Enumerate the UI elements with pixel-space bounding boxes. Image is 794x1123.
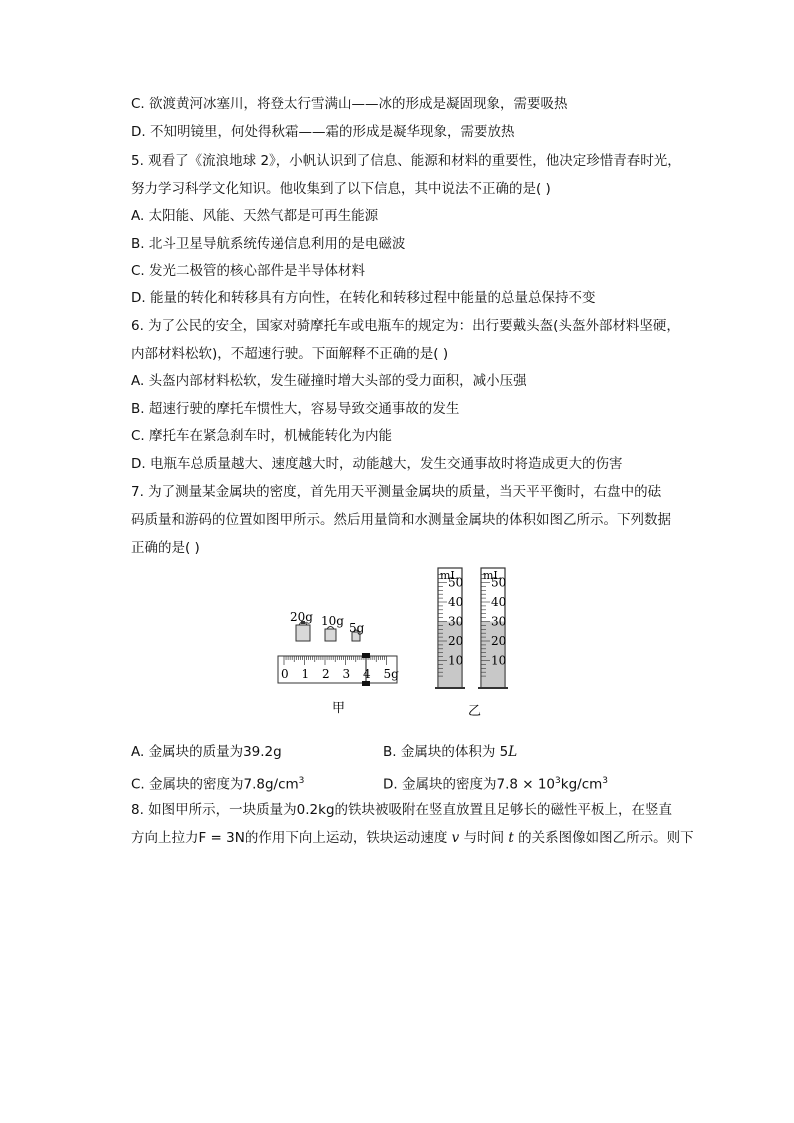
q6-option-d: D. 电瓶车总质量越大、速度越大时，动能越大，发生交通事故时将造成更大的伤害 xyxy=(131,456,623,472)
graduated-cylinder-2 xyxy=(478,568,508,688)
cylinder-tick-label: 10 xyxy=(448,653,464,668)
weight-label-10g: 10g xyxy=(321,614,344,628)
q7-stem-line1: 7. 为了测量某金属块的密度，首先用天平测量金属块的质量，当天平平衡时，右盘中的砝 xyxy=(131,484,662,500)
q5-option-c: C. 发光二极管的核心部件是半导体材料 xyxy=(131,263,366,279)
q8-stem-line1: 8. 如图甲所示，一块质量为0.2kg的铁块被吸附在竖直放置且足够长的磁性平板上，在竖直 xyxy=(131,802,673,818)
balance-and-cylinder-diagram xyxy=(270,560,530,725)
q4-option-d: D. 不知明镜里，何处得秋霜——霜的形成是凝华现象，需要放热 xyxy=(131,124,515,140)
q7-option-c: C. 金属块的密度为$7.8g/cm^3$ xyxy=(131,776,305,793)
q5-option-b: B. 北斗卫星导航系统传递信息利用的是电磁波 xyxy=(131,236,406,252)
graduated-cylinder-1 xyxy=(435,568,465,688)
q5-option-a: A. 太阳能、风能、天然气都是可再生能源 xyxy=(131,208,379,224)
weight-label-5g: 5g xyxy=(349,621,365,635)
cylinder-tick-label: 30 xyxy=(448,614,464,629)
scale-label: 5g xyxy=(383,667,399,681)
figure-caption-jia: 甲 xyxy=(332,701,346,716)
scale-label: 3 xyxy=(342,667,351,681)
q7-option-b: B. 金属块的体积为 5L xyxy=(383,744,518,760)
cylinder-tick-label: 50 xyxy=(491,575,507,590)
q7-stem-line2: 码质量和游码的位置如图甲所示。然后用量筒和水测量金属块的体积如图乙所示。下列数据 xyxy=(131,512,671,528)
q7-figure xyxy=(270,560,530,725)
q6-option-b: B. 超速行驶的摩托车惯性大，容易导致交通事故的发生 xyxy=(131,401,460,417)
cylinder-unit-label: mL xyxy=(440,569,458,582)
q7-option-d: D. 金属块的密度为$7.8 \times 10^3kg/cm^3$ xyxy=(383,776,609,793)
cylinder-tick-label: 10 xyxy=(491,653,507,668)
q6-option-a: A. 头盔内部材料松软，发生碰撞时增大头部的受力面积，减小压强 xyxy=(131,373,527,389)
q8-stem-line2: 方向上拉力F = 3N的作用下向上运动，铁块运动速度 v 与时间 t 的关系图像如图乙所示。则下 xyxy=(131,830,694,846)
q6-option-c: C. 摩托车在紧急刹车时，机械能转化为内能 xyxy=(131,428,393,444)
weight-10g-icon xyxy=(325,627,336,642)
cylinder-tick-label: 20 xyxy=(491,634,507,648)
q5-stem-line2: 努力学习科学文化知识。他收集到了以下信息，其中说法不正确的是( ) xyxy=(131,181,551,197)
weight-label-20g: 20g xyxy=(290,610,313,624)
cylinder-tick-label: 30 xyxy=(491,614,507,629)
q6-stem-line2: 内部材料松软)，不超速行驶。下面解释不正确的是( ) xyxy=(131,346,449,362)
scale-label: 4 xyxy=(363,667,371,681)
cylinder-tick-label: 20 xyxy=(448,634,464,648)
q4-option-c: C. 欲渡黄河冰塞川，将登太行雪满山——冰的形成是凝固现象，需要吸热 xyxy=(131,96,568,112)
cylinder-unit-label: mL xyxy=(483,569,501,582)
cylinder-tick-label: 40 xyxy=(448,595,464,609)
rider-scale xyxy=(278,656,397,683)
cylinder-tick-label: 40 xyxy=(491,595,507,609)
scale-label: 1 xyxy=(301,667,310,681)
q6-stem-line1: 6. 为了公民的安全，国家对骑摩托车或电瓶车的规定为：出行要戴头盔(头盔外部材料坚硬， xyxy=(131,318,680,334)
q5-stem-line1: 5. 观看了《流浪地球 2》，小帆认识到了信息、能源和材料的重要性，他决定珍惜青春时光， xyxy=(131,153,681,169)
q5-option-d: D. 能量的转化和转移具有方向性，在转化和转移过程中能量的总量总保持不变 xyxy=(131,290,596,306)
figure-caption-yi: 乙 xyxy=(468,704,482,719)
scale-label: 2 xyxy=(322,667,330,681)
q7-option-a: A. 金属块的质量为39.2g xyxy=(131,744,282,760)
q7-stem-line3: 正确的是( ) xyxy=(131,540,200,556)
cylinder-tick-label: 50 xyxy=(448,575,464,590)
weight-20g-icon xyxy=(296,621,310,641)
scale-label: 0 xyxy=(281,667,289,681)
